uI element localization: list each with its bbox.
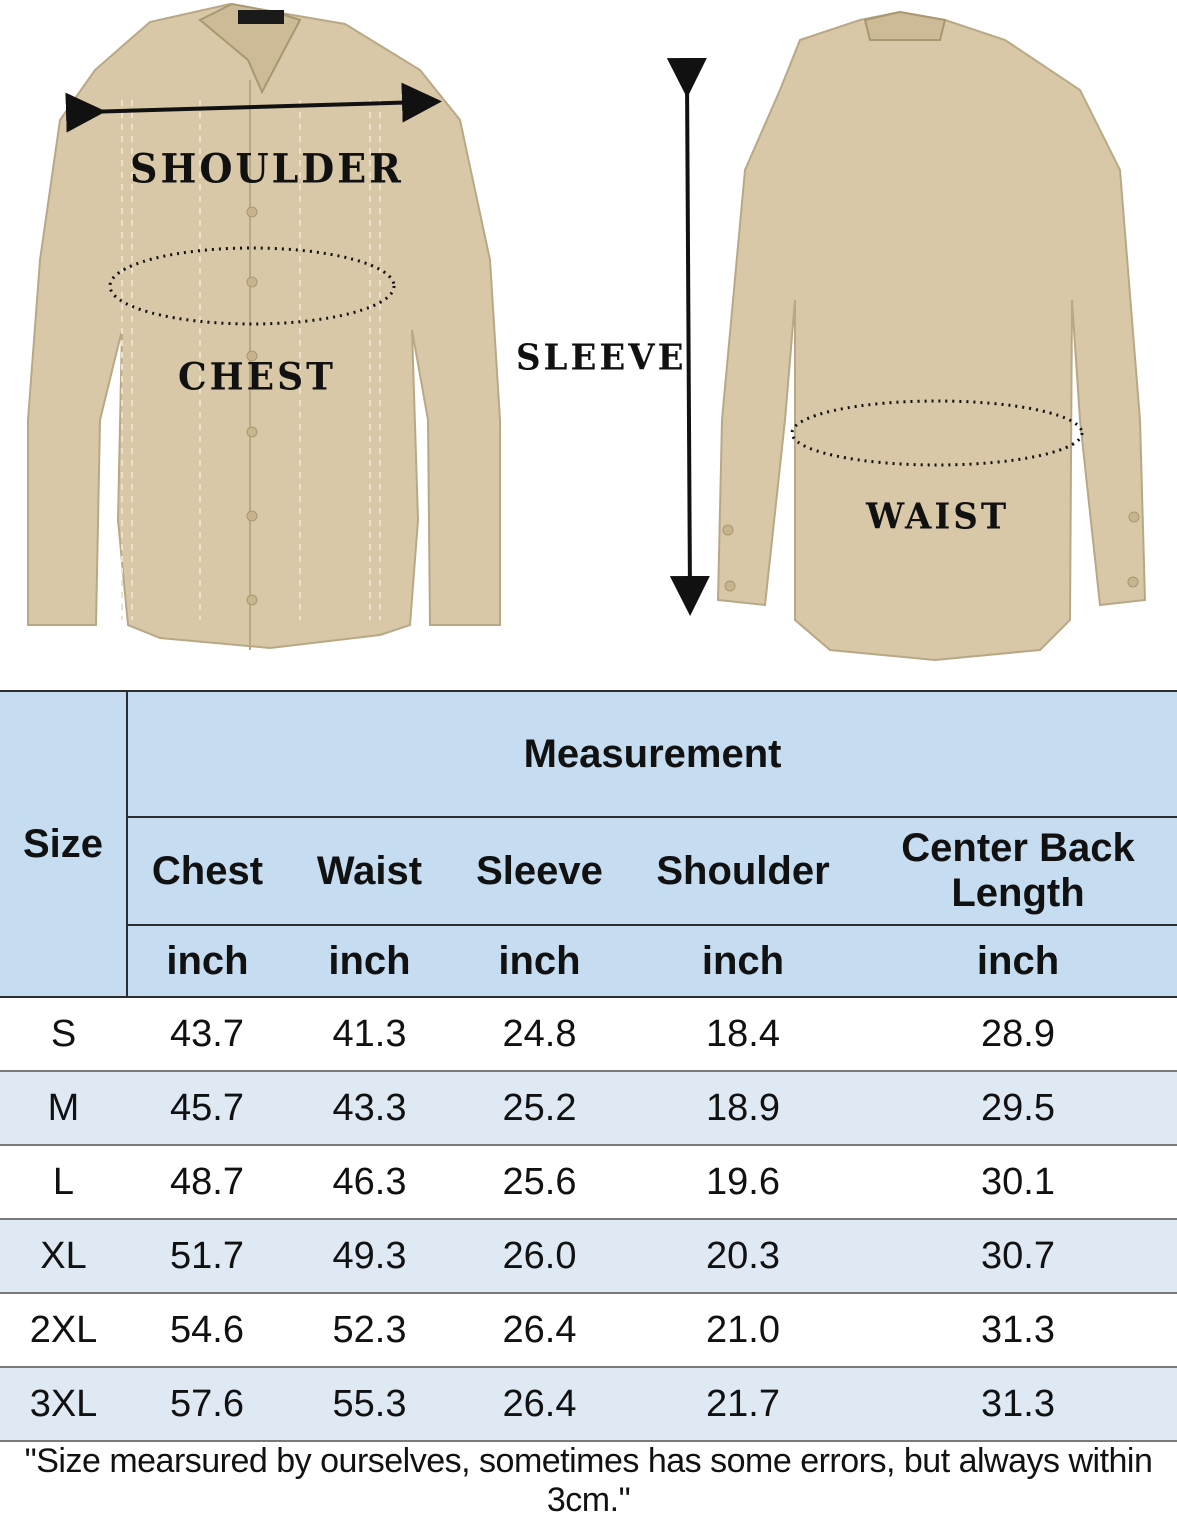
size-cell: S — [0, 997, 127, 1071]
chest-label: CHEST — [178, 354, 336, 400]
value-cell: 25.6 — [452, 1145, 627, 1219]
value-cell: 30.7 — [859, 1219, 1177, 1293]
value-cell: 26.4 — [452, 1293, 627, 1367]
unit-row — [0, 925, 1177, 997]
value-cell: 18.4 — [627, 997, 859, 1071]
value-cell: 26.0 — [452, 1219, 627, 1293]
unit-cell: inch — [859, 925, 1177, 997]
table-header-row — [0, 691, 1177, 817]
sleeve-label: SLEEVE — [516, 337, 687, 379]
value-cell: 46.3 — [287, 1145, 452, 1219]
table-row — [0, 1145, 1177, 1219]
shoulder-label: SHOULDER — [130, 144, 404, 193]
table-row — [0, 1219, 1177, 1293]
front-shirt — [28, 4, 500, 650]
value-cell: 45.7 — [127, 1071, 287, 1145]
size-cell: M — [0, 1071, 127, 1145]
size-cell: 2XL — [0, 1293, 127, 1367]
column-header: Center Back Length — [859, 817, 1177, 925]
value-cell: 48.7 — [127, 1145, 287, 1219]
value-cell: 43.7 — [127, 997, 287, 1071]
value-cell: 26.4 — [452, 1367, 627, 1441]
measurement-header: Measurement — [127, 691, 1177, 817]
value-cell: 21.7 — [627, 1367, 859, 1441]
size-note: "Size mearsured by ourselves, sometimes has some errors, but always within 3cm." — [0, 1441, 1177, 1520]
note-row — [0, 1441, 1177, 1520]
back-shirt — [718, 12, 1145, 660]
size-cell: XL — [0, 1219, 127, 1293]
size-chart-table — [0, 690, 1177, 1520]
value-cell: 57.6 — [127, 1367, 287, 1441]
shirt-measurement-figure — [0, 0, 1177, 672]
table-row — [0, 1293, 1177, 1367]
value-cell: 30.1 — [859, 1145, 1177, 1219]
unit-cell: inch — [452, 925, 627, 997]
value-cell: 54.6 — [127, 1293, 287, 1367]
value-cell: 18.9 — [627, 1071, 859, 1145]
column-header: Waist — [287, 817, 452, 925]
value-cell: 24.8 — [452, 997, 627, 1071]
value-cell: 21.0 — [627, 1293, 859, 1367]
value-cell: 52.3 — [287, 1293, 452, 1367]
table-row — [0, 1367, 1177, 1441]
value-cell: 31.3 — [859, 1293, 1177, 1367]
size-header: Size — [0, 691, 127, 997]
value-cell: 19.6 — [627, 1145, 859, 1219]
value-cell: 55.3 — [287, 1367, 452, 1441]
unit-cell: inch — [127, 925, 287, 997]
value-cell: 51.7 — [127, 1219, 287, 1293]
waist-label: WAIST — [866, 496, 1010, 538]
value-cell: 41.3 — [287, 997, 452, 1071]
value-cell: 29.5 — [859, 1071, 1177, 1145]
column-header: Sleeve — [452, 817, 627, 925]
sleeve-arrow — [687, 78, 690, 596]
column-header: Shoulder — [627, 817, 859, 925]
size-cell: L — [0, 1145, 127, 1219]
value-cell: 28.9 — [859, 997, 1177, 1071]
column-header-row — [0, 817, 1177, 925]
size-cell: 3XL — [0, 1367, 127, 1441]
table-row — [0, 997, 1177, 1071]
unit-cell: inch — [287, 925, 452, 997]
value-cell: 20.3 — [627, 1219, 859, 1293]
table-body — [0, 997, 1177, 1441]
value-cell: 31.3 — [859, 1367, 1177, 1441]
value-cell: 49.3 — [287, 1219, 452, 1293]
column-header: Chest — [127, 817, 287, 925]
unit-cell: inch — [627, 925, 859, 997]
shirt-illustration — [0, 0, 1177, 672]
value-cell: 43.3 — [287, 1071, 452, 1145]
table-row — [0, 1071, 1177, 1145]
value-cell: 25.2 — [452, 1071, 627, 1145]
